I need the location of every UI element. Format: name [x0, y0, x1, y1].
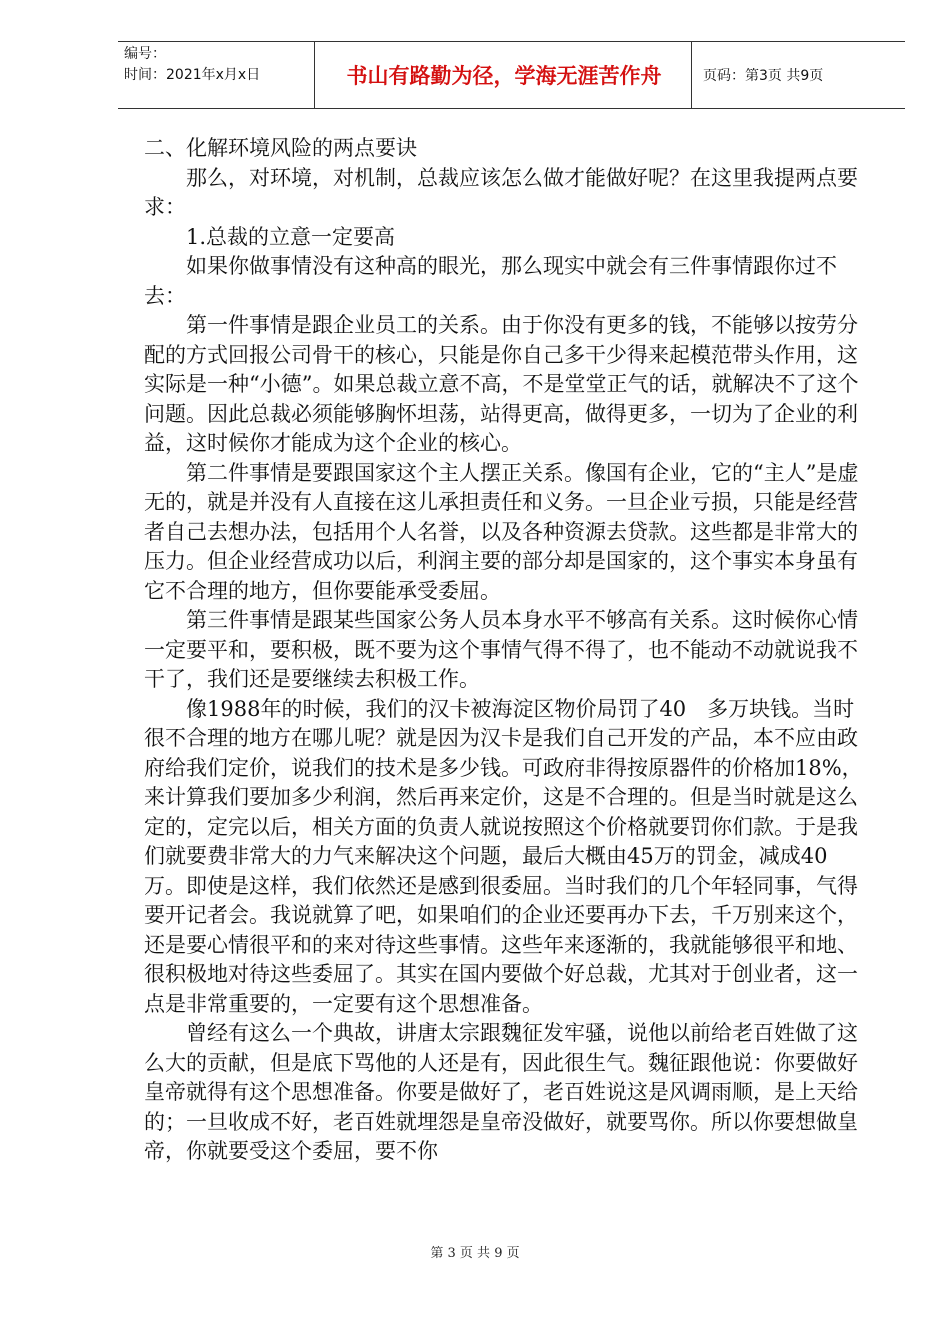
section-heading: 二、化解环境风险的两点要诀 [144, 136, 417, 160]
document-body [144, 134, 866, 1167]
subheading: 1.总裁的立意一定要高 [186, 224, 396, 249]
time-label: 时间：2021年x月x日 [124, 67, 261, 83]
paragraph: 第三件事情是跟某些国家公务人员本身水平不够高有关系。这时候你心情一定要平和，要积极，既不要为这个事情气得不得了，也不能动不动就说我不干了，我们还是要继续去积极工作。 [144, 608, 858, 691]
paragraph: 如果你做事情没有这种高的眼光，那么现实中就会有三件事情跟你过不去： [144, 254, 837, 308]
paragraph: 像1988年的时候，我们的汉卡被海淀区物价局罚了40 多万块钱。当时很不合理的地方在哪儿呢？就是因为汉卡是我们自己开发的产品，本不应由政府给我们定价，说我们的技术是多少钱。可政府非得按原器件的价格加18%，来计算我们要加多少利润，然后再来定价，这是不合理的。但是当时就是这么定的，定完以后，相关方面的负责人就说按照这个价格就要罚你们款。于是我们就要费非常大的力气来解决这个问题，最后大概由45万的罚金，减成40万。即使是这样，我们依然还是感到很委屈。当时我们的几个年轻同事，气得要开记者会。我说就算了吧，如果咱们的企业还要再办下去，千万别来这个，还是要心情很平和的来对待这些事情。这些年来逐渐的，我就能够很平和地、很积极地对待这些委屈了。其实在国内要做个好总裁，尤其对于创业者，这一点是非常重要的，一定要有这个思想准备。 [144, 696, 863, 1016]
header-divider [314, 42, 315, 108]
page-footer: 第 3 页 共 9 页 [430, 1246, 520, 1261]
page-header [118, 41, 905, 109]
header-motto: 书山有路勤为径，学海无涯苦作舟 [346, 64, 662, 88]
header-meta [124, 44, 260, 86]
paragraph: 曾经有这么一个典故，讲唐太宗跟魏征发牢骚，说他以前给老百姓做了这么大的贡献，但是底下骂他的人还是有，因此很生气。魏征跟他说：你要做好皇帝就得有这个思想准备。你要是做好了，老百姓说这是风调雨顺，是上天给的；一旦收成不好，老百姓就埋怨是皇帝没做好，就要骂你。所以你要想做皇帝，你就要受这个委屈，要不你 [144, 1021, 858, 1163]
paragraph: 那么，对环境，对机制，总裁应该怎么做才能做好呢？在这里我提两点要求： [144, 165, 858, 219]
paragraph: 第一件事情是跟企业员工的关系。由于你没有更多的钱，不能够以按劳分配的方式回报公司骨干的核心，只能是你自己多干少得来起模范带头作用，这实际是一种“小德”。如果总裁立意不高，不是堂堂正气的话，就解决不了这个问题。因此总裁必须能够胸怀坦荡，站得更高，做得更多，一切为了企业的利益，这时候你才能成为这个企业的核心。 [144, 313, 859, 455]
header-page-label: 页码：第3页 共9页 [703, 68, 824, 84]
number-label: 编号： [124, 46, 166, 62]
paragraph: 第二件事情是要跟国家这个主人摆正关系。像国有企业，它的“主人”是虚无的，就是并没有人直接在这儿承担责任和义务。一旦企业亏损，只能是经营者自己去想办法，包括用个人名誉，以及各种资源去贷款。这些都是非常大的压力。但企业经营成功以后，利润主要的部分却是国家的，这个事实本身虽有它不合理的地方，但你要能承受委屈。 [144, 460, 859, 603]
